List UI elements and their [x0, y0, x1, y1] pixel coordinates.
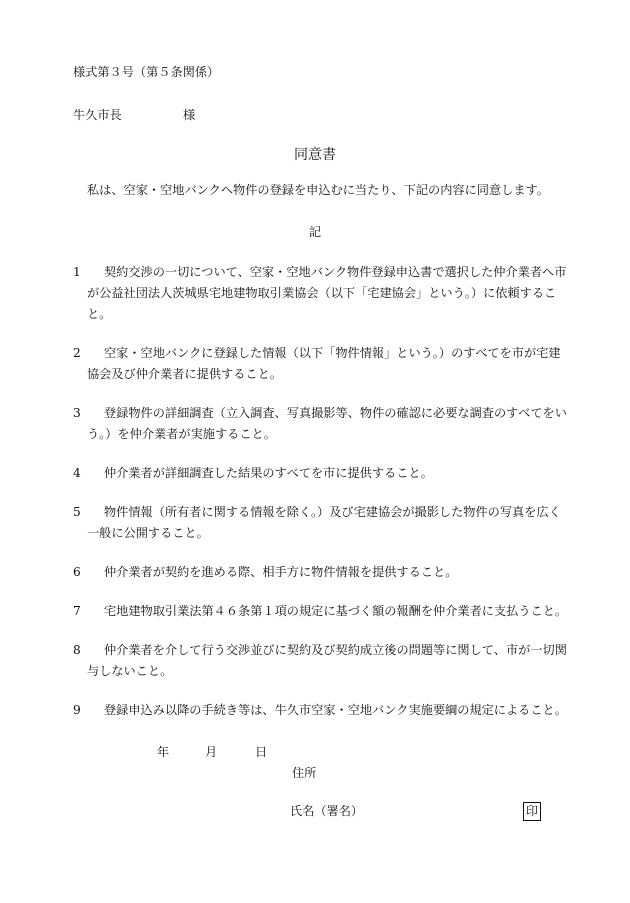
consent-items-list: [73, 262, 570, 739]
seal-box: 印: [523, 802, 541, 821]
name-signature-label: 氏名（署名）: [290, 803, 364, 818]
item-text: 空家・空地バンクに登録した情報（以下「物件情報」という。）のすべてを市が宅建協会及び仲介業者に提供すること。: [87, 345, 561, 381]
year-label: 年: [157, 744, 170, 759]
item-text: 仲介業者を介して行う交渉並びに契約及び契約成立後の問題等に関して、市が一切関与しないこと。: [87, 642, 567, 678]
item-text: 仲介業者が詳細調査した結果のすべてを市に提供すること。: [104, 465, 433, 480]
consent-item: [73, 463, 570, 484]
consent-item: [73, 502, 570, 544]
item-number: 7: [73, 603, 81, 618]
item-text: 登録物件の詳細調査（立入調査、写真撮影等、物件の確認に必要な調査のすべてをいう。）を仲介業者が実施すること。: [87, 405, 567, 441]
item-text: 契約交渉の一切について、空家・空地バンク物件登録申込書で選択した仲介業者へ市が公益社団法人茨城県宅地建物取引業協会（以下「宅建協会」という。）に依頼すること。: [87, 264, 567, 321]
intro-statement: 私は、空家・空地バンクへ物件の登録を申込むに当たり、下記の内容に同意します。: [87, 182, 549, 197]
form-number: 様式第３号（第５条関係）: [73, 64, 220, 79]
item-text: 仲介業者が契約を進める際、相手方に物件情報を提供すること。: [104, 564, 458, 579]
consent-item: [73, 700, 570, 721]
consent-item: [73, 403, 570, 445]
item-number: 5: [73, 504, 81, 519]
item-text: 宅地建物取引業法第４６条第１項の規定に基づく額の報酬を仲介業者に支払うこと。: [104, 603, 568, 618]
document-title: 同意書: [294, 147, 336, 163]
item-number: 9: [73, 702, 81, 717]
addressee-name: 牛久市長: [73, 107, 122, 122]
date-line: [0, 742, 300, 763]
item-number: 3: [73, 405, 81, 420]
item-number: 1: [73, 264, 81, 279]
month-label: 月: [205, 744, 218, 759]
day-label: 日: [255, 744, 268, 759]
addressee-honorific: 様: [183, 107, 196, 122]
item-number: 8: [73, 642, 81, 657]
consent-item: [73, 262, 570, 325]
item-text: 登録申込み以降の手続き等は、牛久市空家・空地バンク実施要綱の規定によること。: [104, 702, 567, 717]
consent-item: [73, 343, 570, 385]
item-number: 4: [73, 465, 81, 480]
item-number: 6: [73, 564, 81, 579]
address-label: 住所: [292, 765, 317, 780]
item-text: 物件情報（所有者に関する情報を除く。）及び宅建協会が撮影した物件の写真を広く一般に公開すること。: [87, 504, 561, 540]
item-number: 2: [73, 345, 81, 360]
addressee: [73, 105, 213, 126]
ki-heading: 記: [308, 224, 322, 239]
consent-item: [73, 640, 570, 682]
consent-item: [73, 601, 570, 622]
consent-item: [73, 562, 570, 583]
